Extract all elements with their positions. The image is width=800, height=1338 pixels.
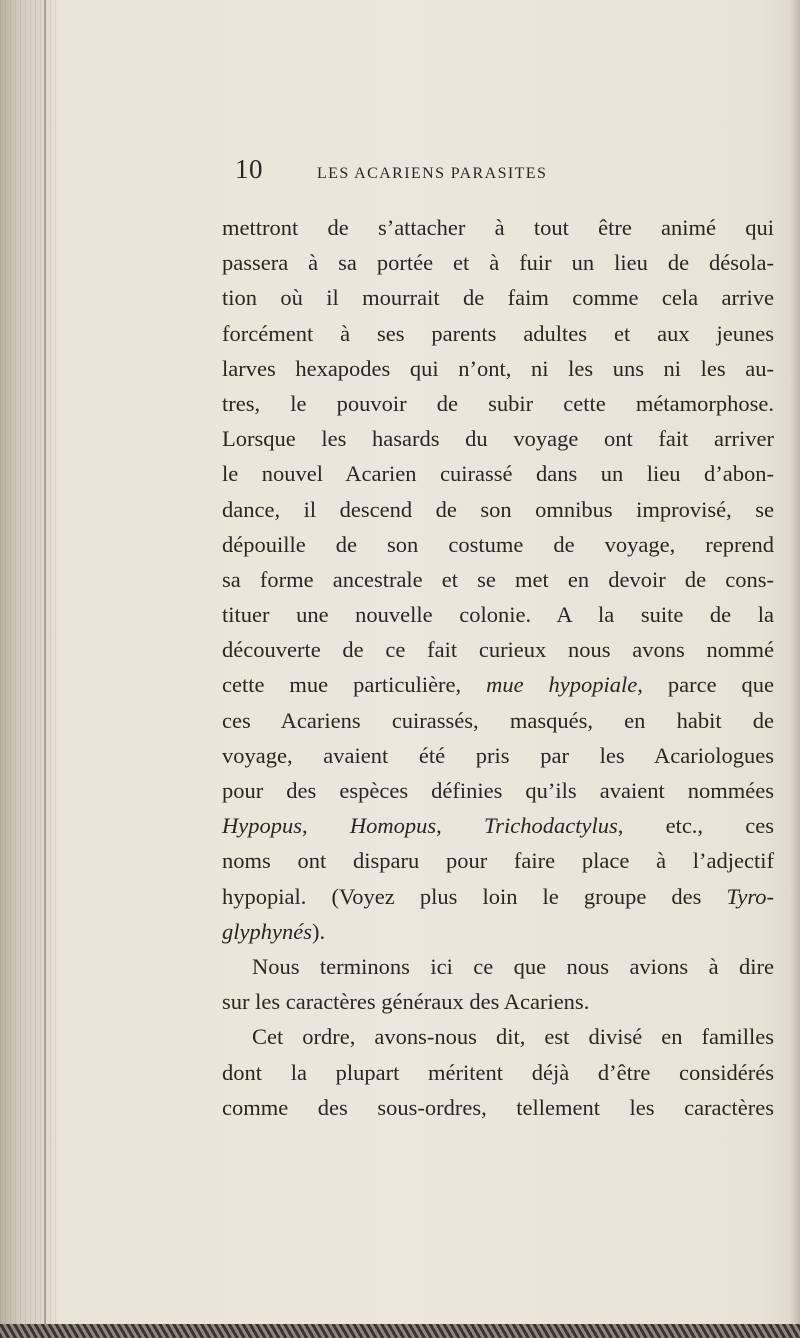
text-line	[222, 843, 774, 878]
text-line	[222, 738, 774, 773]
text-run: tion où il mourrait de faim comme cela arrive	[222, 285, 774, 311]
text-run: le nouvel Acarien cuirassé dans un lieu d’abon-	[222, 461, 774, 487]
text-run: , parce que	[637, 672, 774, 698]
text-line	[222, 879, 774, 914]
text-line	[222, 1090, 774, 1125]
text-run: tres, le pouvoir de subir cette métamorphose.	[222, 390, 774, 416]
italic-term: Homopus	[349, 813, 437, 839]
text-line	[222, 808, 774, 843]
running-title: LES ACARIENS PARASITES	[317, 165, 548, 182]
text-run: , etc., ces	[617, 813, 775, 839]
text-line	[222, 703, 774, 738]
text-run: noms ont disparu pour faire place à l’adjectif	[222, 848, 774, 874]
text-run: larves hexapodes qui n’ont, ni les uns ni les au-	[222, 355, 774, 381]
text-line	[222, 245, 774, 280]
page-right-edge	[790, 0, 800, 1338]
text-line	[222, 597, 774, 632]
text-run: tituer une nouvelle colonie. A la suite de la	[222, 602, 774, 628]
text-run: Lorsque les hasards du voyage ont fait arriver	[222, 426, 774, 452]
text-line	[222, 667, 774, 702]
text-run: sa forme ancestrale et se met en devoir de cons-	[222, 566, 774, 592]
text-run: ces Acariens cuirassés, masqués, en habit de	[222, 707, 774, 733]
text-run: voyage, avaient été pris par les Acariologues	[222, 742, 774, 768]
italic-term: Trichodactylus	[483, 813, 618, 839]
binding-shadow-line	[44, 0, 46, 1338]
text-line	[222, 492, 774, 527]
text-line	[222, 351, 774, 386]
text-run: découverte de ce fait curieux nous avons nommé	[222, 637, 774, 663]
text-line	[222, 316, 774, 351]
text-run: Cet ordre, avons-nous dit, est divisé en familles	[252, 1024, 774, 1050]
text-line	[222, 1055, 774, 1090]
text-run: dont la plupart méritent déjà d’être considérés	[222, 1059, 774, 1085]
text-run: comme des sous-ordres, tellement les caractères	[222, 1094, 774, 1120]
text-line	[222, 914, 774, 949]
text-line	[222, 421, 774, 456]
text-run: pour des espèces définies qu’ils avaient nommées	[222, 778, 774, 803]
text-run: ,	[436, 813, 484, 839]
page-binding-edge	[0, 0, 58, 1338]
text-run: sur les caractères généraux des Acariens.	[222, 989, 590, 1015]
text-run: mettront de s’attacher à tout être animé qui	[222, 215, 774, 240]
text-run: Nous terminons ici ce que nous avions à dire	[252, 953, 774, 979]
text-line	[222, 386, 774, 421]
italic-term: Hypopus	[222, 813, 302, 839]
page-bottom-edge	[0, 1324, 800, 1338]
text-run: dépouille de son costume de voyage, reprend	[222, 531, 774, 557]
text-line	[222, 984, 774, 1019]
text-line	[222, 632, 774, 667]
text-line	[222, 773, 774, 808]
text-line	[222, 527, 774, 562]
italic-term: Tyro-	[726, 883, 774, 909]
text-run: dance, il descend de son omnibus improvisé, se	[222, 496, 774, 522]
body-text	[222, 210, 774, 1125]
text-line	[222, 210, 774, 245]
text-run: passera à sa portée et à fuir un lieu de désola-	[222, 250, 774, 276]
text-run: cette mue particulière,	[222, 672, 487, 698]
page-number: 10	[235, 154, 263, 184]
text-line	[222, 949, 774, 984]
text-line	[222, 456, 774, 491]
text-run: hypopial. (Voyez plus loin le groupe des	[222, 883, 727, 909]
page-header	[235, 154, 755, 194]
italic-term: mue hypopiale	[486, 672, 638, 698]
text-line	[222, 280, 774, 315]
text-line	[222, 1019, 774, 1054]
text-run: forcément à ses parents adultes et aux jeunes	[222, 320, 774, 346]
text-run: ).	[311, 918, 326, 944]
text-run: ,	[302, 813, 350, 839]
text-line	[222, 562, 774, 597]
italic-term: glyphynés	[222, 918, 312, 944]
